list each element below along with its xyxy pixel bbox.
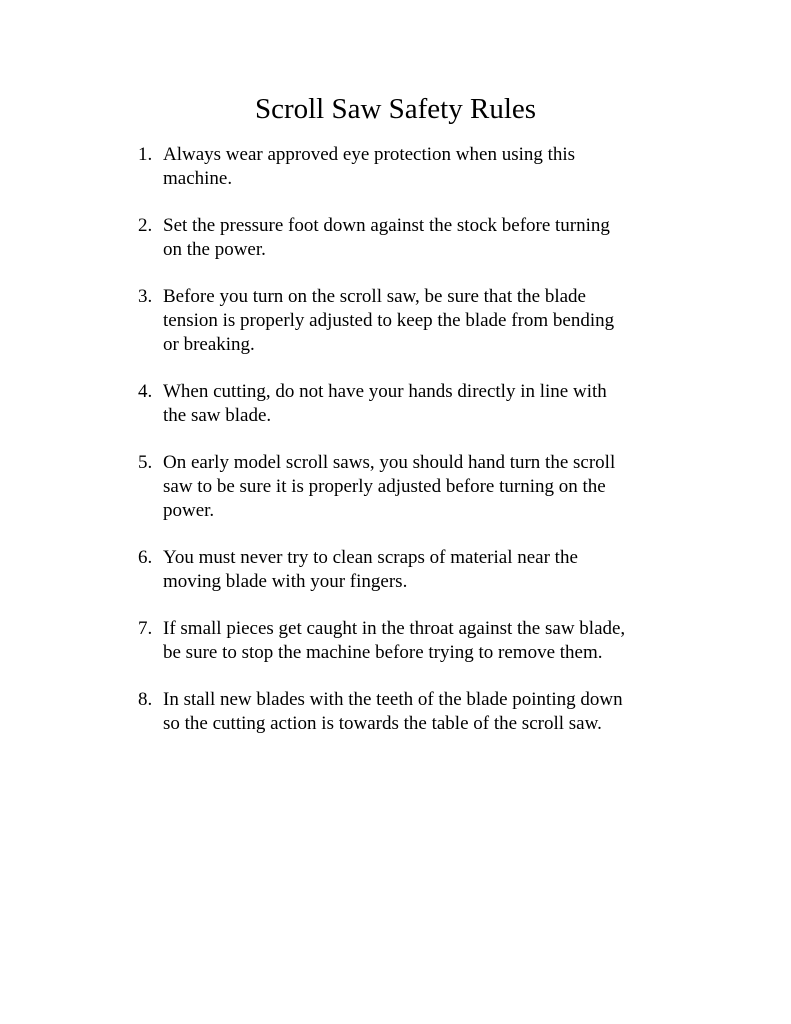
rule-number: 5. — [138, 452, 153, 473]
rule-text-line: Set the pressure foot down against the stock before turning — [163, 215, 610, 236]
rule-item — [138, 214, 698, 262]
rule-text — [163, 617, 698, 665]
rule-text-line: power. — [163, 500, 215, 521]
rule-text — [163, 143, 698, 191]
rule-text — [163, 214, 698, 262]
document-title: Scroll Saw Safety Rules — [254, 93, 537, 125]
rule-item — [138, 546, 698, 594]
rule-number: 4. — [138, 381, 153, 402]
rule-text-line: In stall new blades with the teeth of the blade pointing down — [163, 689, 623, 710]
rule-text — [163, 380, 698, 428]
rule-number: 6. — [138, 547, 153, 568]
rule-number: 8. — [138, 689, 153, 710]
rule-text-line: machine. — [163, 168, 233, 189]
rule-item — [138, 380, 698, 428]
rule-number: 3. — [138, 286, 153, 307]
rule-number: 1. — [138, 144, 153, 165]
rule-item — [138, 285, 698, 357]
rule-text-line: saw to be sure it is properly adjusted before turning on the — [163, 476, 606, 497]
rule-text-line: If small pieces get caught in the throat against the saw blade, — [163, 618, 626, 639]
rule-item — [138, 451, 698, 523]
rules-list — [138, 143, 698, 759]
rule-text-line: the saw blade. — [163, 405, 272, 426]
rule-text-line: or breaking. — [163, 334, 255, 355]
rule-text — [163, 451, 698, 523]
rule-text-line: Before you turn on the scroll saw, be sure that the blade — [163, 286, 586, 307]
rule-number: 2. — [138, 215, 153, 236]
rule-text-line: On early model scroll saws, you should hand turn the scroll — [163, 452, 616, 473]
rule-number: 7. — [138, 618, 153, 639]
rule-text-line: When cutting, do not have your hands directly in line with — [163, 381, 607, 402]
rule-text — [163, 285, 698, 357]
rule-text — [163, 546, 698, 594]
rule-text-line: moving blade with your fingers. — [163, 571, 408, 592]
rule-item — [138, 143, 698, 191]
rule-text — [163, 688, 698, 736]
rule-item — [138, 617, 698, 665]
rule-text-line: You must never try to clean scraps of material near the — [163, 547, 578, 568]
rule-text-line: so the cutting action is towards the table of the scroll saw. — [163, 713, 602, 734]
rule-text-line: Always wear approved eye protection when using this — [163, 144, 576, 165]
rule-text-line: be sure to stop the machine before trying to remove them. — [163, 642, 603, 663]
rule-text-line: on the power. — [163, 239, 266, 260]
rule-item — [138, 688, 698, 736]
rule-text-line: tension is properly adjusted to keep the blade from bending — [163, 310, 615, 331]
